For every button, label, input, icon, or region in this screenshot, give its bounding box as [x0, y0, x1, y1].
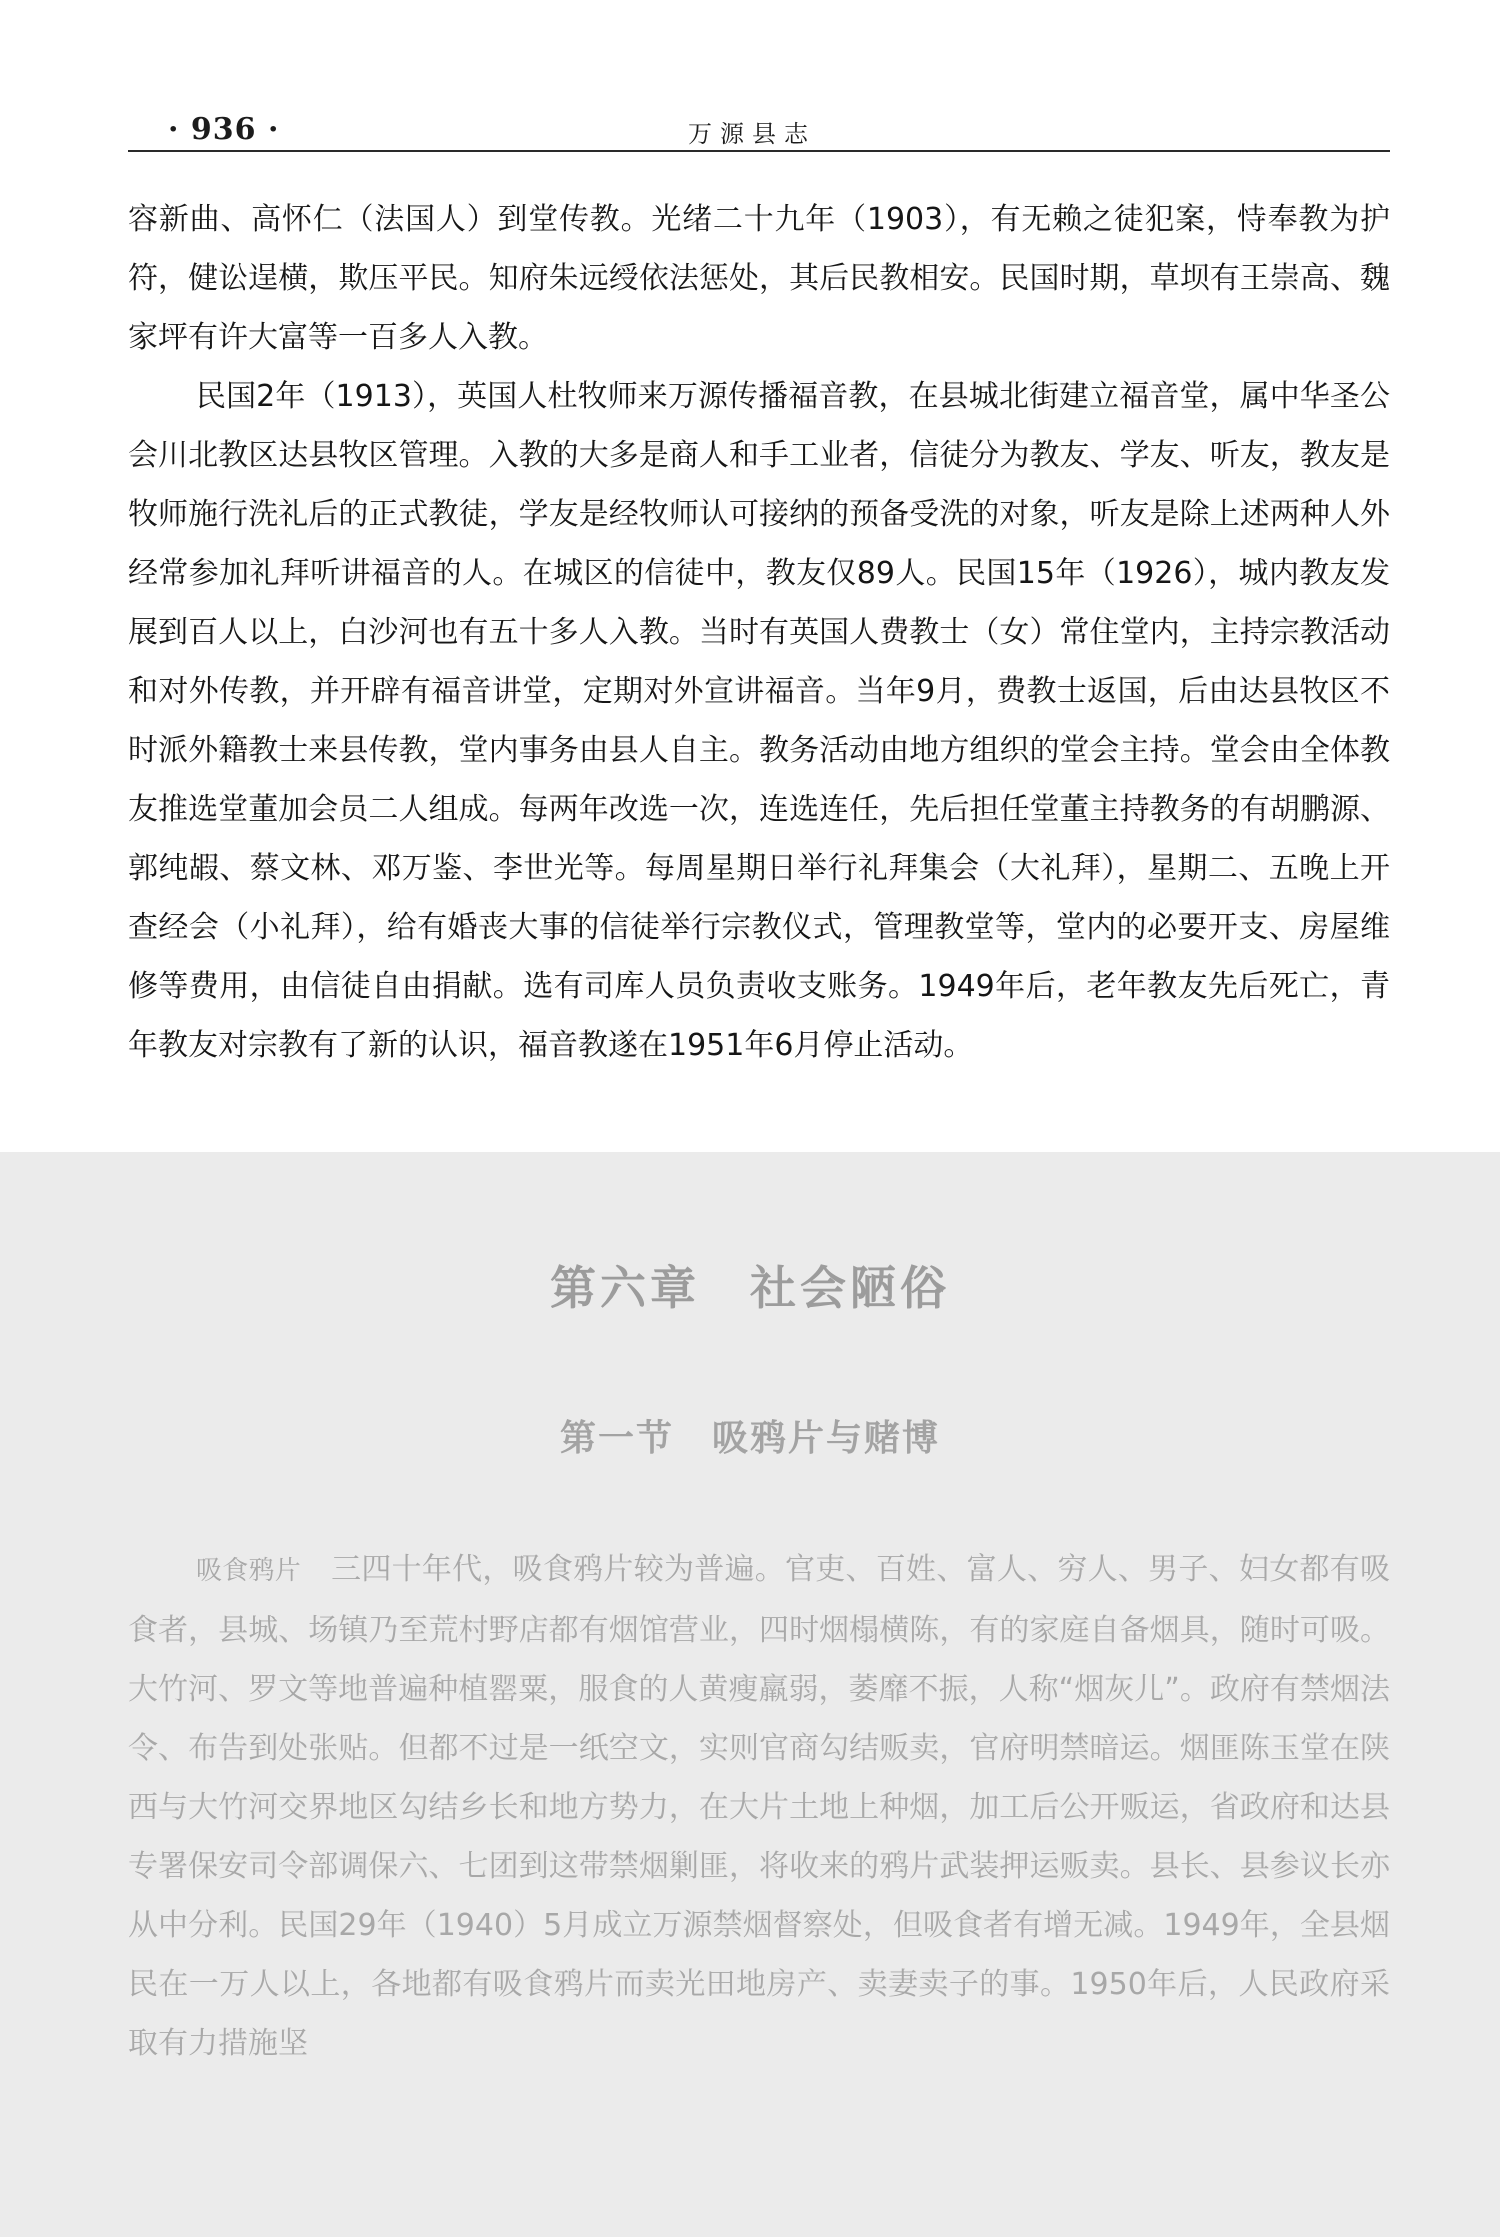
lead-term: 吸食鸦片	[196, 1556, 302, 1586]
upper-text-block	[128, 190, 1390, 1075]
paragraph-continuation: 容新曲、高怀仁（法国人）到堂传教。光绪二十九年（1903），有无赖之徒犯案，恃奉教为护符，健讼逞横，欺压平民。知府朱远绶依法惩处，其后民教相安。民国时期，草坝有王崇高、魏家坪有许大富等一百多人入教。	[128, 202, 1390, 355]
page-number: · 936 ·	[168, 112, 280, 147]
lower-text-block	[128, 1540, 1390, 2073]
paragraph-gospel-church: 民国2年（1913），英国人杜牧师来万源传播福音教，在县城北街建立福音堂，属中华圣公会川北教区达县牧区管理。入教的大多是商人和手工业者，信徒分为教友、学友、听友，教友是牧师施行洗礼后的正式教徒，学友是经牧师认可接纳的预备受洗的对象，听友是除上述两种人外经常参加礼拜听讲福音的人。在城区的信徒中，教友仅89人。民国15年（1926），城内教友发展到百人以上，白沙河也有五十多人入教。当时有英国人费教士（女）常住堂内，主持宗教活动和对外传教，并开辟有福音讲堂，定期对外宣讲福音。当年9月，费教士返国，后由达县牧区不时派外籍教士来县传教，堂内事务由县人自主。教务活动由地方组织的堂会主持。堂会由全体教友推选堂董加会员二人组成。每两年改选一次，连选连任，先后担任堂董主持教务的有胡鹏源、郭纯嘏、蔡文林、邓万鉴、李世光等。每周星期日举行礼拜集会（大礼拜），星期二、五晚上开查经会（小礼拜），给有婚丧大事的信徒举行宗教仪式，管理教堂等，堂内的必要开支、房屋维修等费用，由信徒自由捐献。选有司库人员负责收支账务。1949年后，老年教友先后死亡，青年教友对宗教有了新的认识，福音教遂在1951年6月停止活动。	[128, 379, 1390, 1063]
section-title: 第一节 吸鸦片与赌博	[559, 1418, 940, 1459]
paragraph-opium-body: 三四十年代，吸食鸦片较为普遍。官吏、百姓、富人、穷人、男子、妇女都有吸食者，县城、场镇乃至荒村野店都有烟馆营业，四时烟榻横陈，有的家庭自备烟具，随时可吸。大竹河、罗文等地普遍种植罂粟，服食的人黄瘦羸弱，萎靡不振，人称“烟灰儿”。政府有禁烟法令、布告到处张贴。但都不过是一纸空文，实则官商勾结贩卖，官府明禁暗运。烟匪陈玉堂在陕西与大竹河交界地区勾结乡长和地方势力，在大片土地上种烟，加工后公开贩运，省政府和达县专署保安司令部调保六、七团到这带禁烟剿匪，将收来的鸦片武装押运贩卖。县长、县参议长亦从中分利。民国29年（1940）5月成立万源禁烟督察处，但吸食者有增无减。1949年，全县烟民在一万人以上，各地都有吸食鸦片而卖光田地房产、卖妻卖子的事。1950年后，人民政府采取有力措施坚	[128, 1552, 1390, 2061]
book-title: 万源县志	[688, 120, 816, 148]
paragraph-opium	[128, 1540, 1390, 2073]
page-header	[128, 110, 1390, 152]
chapter-title: 第六章 社会陋俗	[550, 1261, 950, 1315]
